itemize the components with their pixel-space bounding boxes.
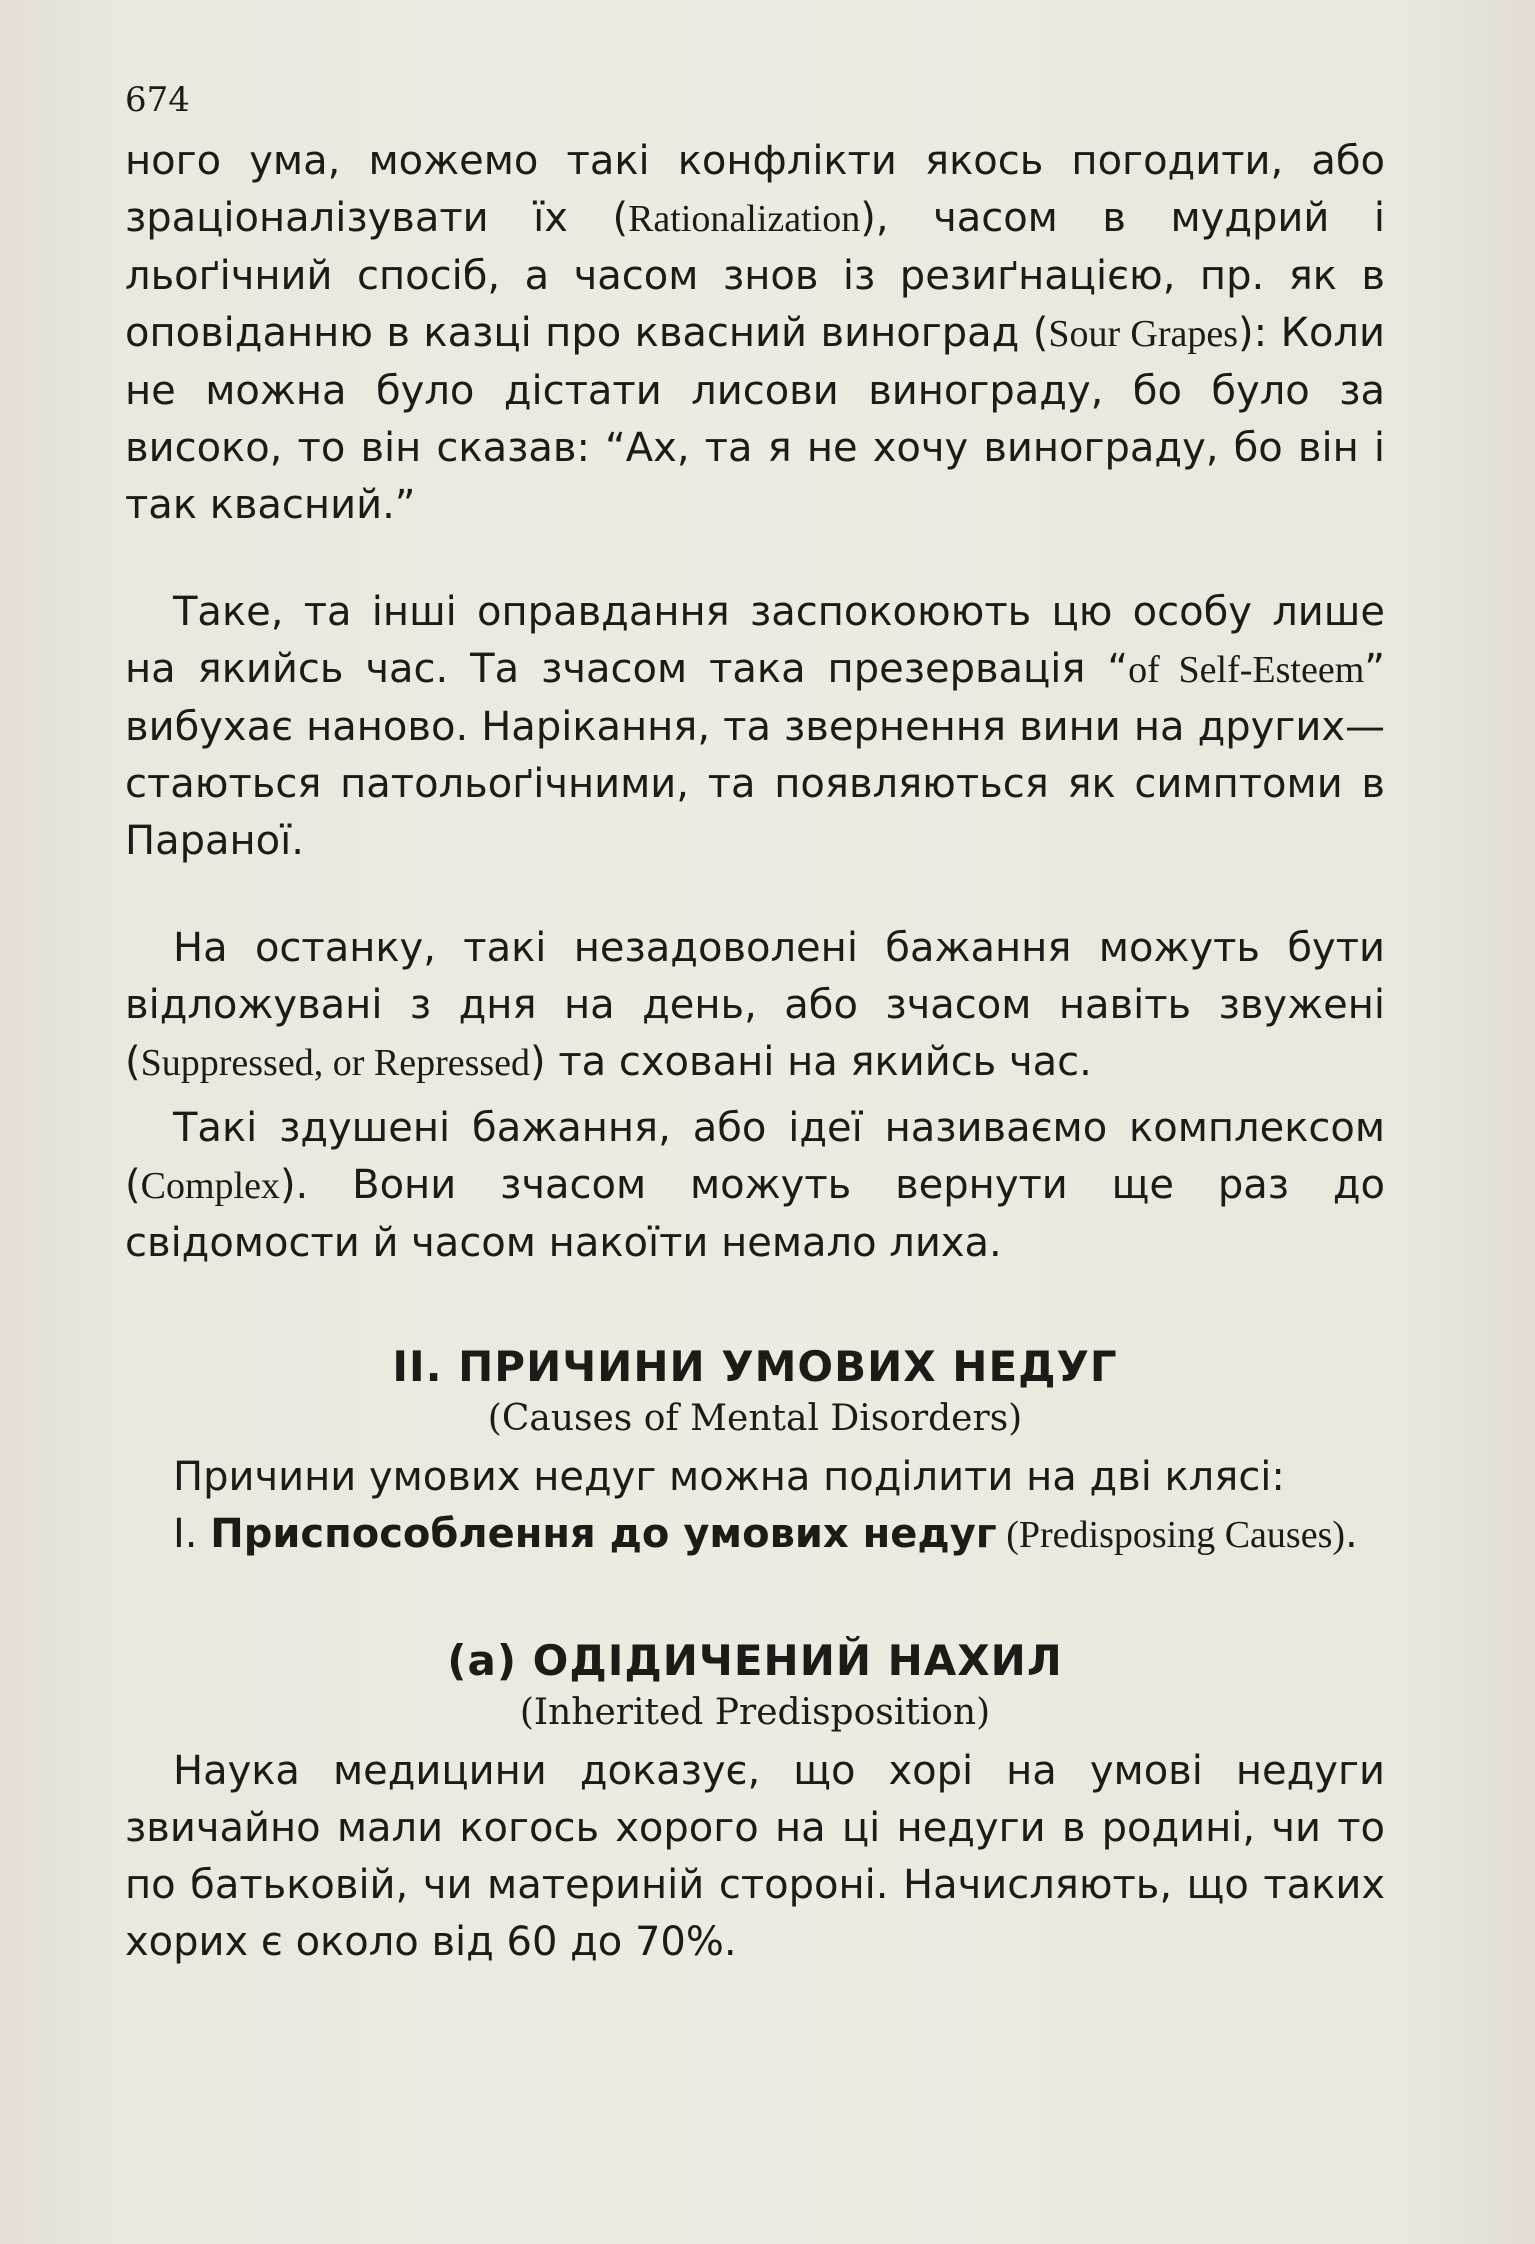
latin-term-suppressed: Suppressed, or Repressed xyxy=(140,1041,531,1084)
paragraph-2-text-a: Таке, та інші оправдання заспокоюють цю особу лише на якийсь час. Та зчасом така презервація “ xyxy=(125,588,1385,692)
item-bold-title: Приспособлення до умових недуг xyxy=(210,1510,997,1557)
section-1-item xyxy=(125,1506,1385,1564)
latin-term-self-esteem: of Self-Esteem xyxy=(1128,648,1365,691)
paragraph-1-text-c: ): Коли не можна було дістати лисови винограду, бо було за високо, то він сказав: “Ах, та я не хочу винограду, бо він і так квасний.” xyxy=(125,309,1385,528)
section-subheading-inherited: (Inherited Predisposition) xyxy=(519,1692,991,1734)
item-end: . xyxy=(1345,1510,1358,1557)
paragraph-1-text-b: ), часом в мудрий і льоґічний спосіб, а часом знов із резиґнацією, пр. як в оповіданню в казці про квасний виноград ( xyxy=(125,194,1385,356)
paragraph-3 xyxy=(125,920,1385,1092)
paragraph-3-text-a: На останку, такі незадоволені бажання можуть бути відложувані з дня на день, або зчасом навіть звужені ( xyxy=(125,924,1385,1085)
paragraph-2-text-b: ” вибухає наново. Нарікання, та звернення вини на других— стаються патольоґічними, та появляються як симптоми в Параної. xyxy=(125,645,1385,864)
item-prefix: I. xyxy=(173,1510,211,1557)
section-2-text: Наука медицини доказує, що хорі на умові недуги звичайно мали когось хорого на ці недуги в родині, чи то по батьковій, чи материній стороні. Начисляють, що таких хорих є около від 60 до 70%. xyxy=(125,1748,1385,1966)
page-number: 674 xyxy=(125,80,190,120)
paragraph-4 xyxy=(125,1100,1385,1272)
paragraph-1-text-a: ного ума, можемо такі конфлікти якось погодити, або зраціоналізувати їх ( xyxy=(125,137,1385,241)
paragraph-4-text-b: ). Вони зчасом можуть вернути ще раз до свідомости й часом накоїти немало лиха. xyxy=(125,1161,1385,1266)
paragraph-3-text-b: ) та сховані на якийсь час. xyxy=(530,1038,1092,1085)
paragraph-4-text-a: Такі здушені бажання, або ідеї називаємо комплексом ( xyxy=(125,1104,1385,1208)
section-heading-inherited: (а) ОДІДИЧЕНИЙ НАХИЛ xyxy=(447,1635,1063,1685)
latin-term-rationalization: Rationalization xyxy=(628,197,861,240)
paragraph-1 xyxy=(125,133,1385,534)
latin-term-sour-grapes: Sour Grapes xyxy=(1048,312,1239,355)
latin-term-predisposing: (Predisposing Causes) xyxy=(996,1513,1346,1556)
paragraph-2 xyxy=(125,584,1385,870)
section-heading-causes: II. ПРИЧИНИ УМОВИХ НЕДУГ xyxy=(392,1341,1118,1391)
section-subheading-causes: (Causes of Mental Disorders) xyxy=(487,1398,1023,1440)
section-1-intro: Причини умових недуг можна поділити на дві клясі: xyxy=(173,1453,1285,1500)
latin-term-complex: Complex xyxy=(140,1164,280,1207)
